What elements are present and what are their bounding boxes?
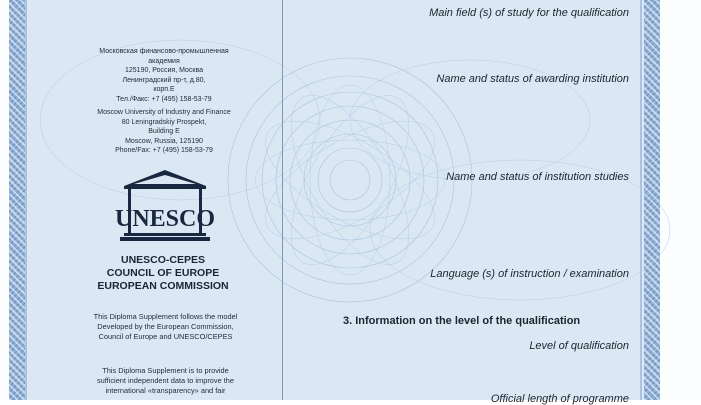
unesco-logo [114,168,216,242]
left-panel [48,0,278,400]
organization-name: EUROPEAN COMMISSION [97,280,229,292]
address-russian [86,47,242,104]
field-label-awarding-institution: Name and status of awarding institution [436,73,629,85]
field-label-level: Level of qualification [529,340,629,352]
address-line: корп.Е [153,86,175,93]
field-label-length: Official length of programme [490,393,629,405]
address-line: Moscow University of Industry and Finance [97,109,231,116]
purpose-note [88,366,243,396]
address-line: 80 Leningradskiy Prospekt, [121,118,207,126]
note-line: international «transparency» and fair [105,386,226,395]
field-label-institution-studies: Name and status of institution studies [446,171,629,183]
model-note [88,312,243,342]
address-line: Московская финансово-промышленная академия [99,48,229,65]
section-heading: 3. Information on the level of the qualification [343,315,581,327]
note-line: Council of Europe and UNESCO/CEPES [98,332,233,341]
organization-name: UNESCO-CEPES [120,254,205,266]
note-line: This Diploma Supplement is to provide [102,366,229,375]
field-label-main-study: Main field (s) of study for the qualification [429,7,629,19]
logo-wordmark: UNESCO [114,206,216,232]
address-line: Тел./Факс: +7 (495) 158-53-79 [116,95,212,103]
address-line: Moscow, Russia, 125190 [125,137,203,145]
address-line: 125190, Россия, Москва [125,67,203,74]
address-line: Building E [148,128,180,135]
address-line: Ленинградский пр-т, д.80, [122,76,206,84]
note-line: sufficient independent data to improve the [96,376,235,385]
organization-name: COUNCIL OF EUROPE [106,267,220,279]
note-line: Developed by the European Commission, [97,322,234,331]
note-line: This Diploma Supplement follows the model [93,312,238,321]
address-line: Phone/Fax: +7 (495) 158-53-79 [115,147,213,154]
organizations [48,254,278,293]
field-label-language: Language (s) of instruction / examination [430,268,629,280]
address-english [86,108,242,156]
column-divider [282,0,283,400]
